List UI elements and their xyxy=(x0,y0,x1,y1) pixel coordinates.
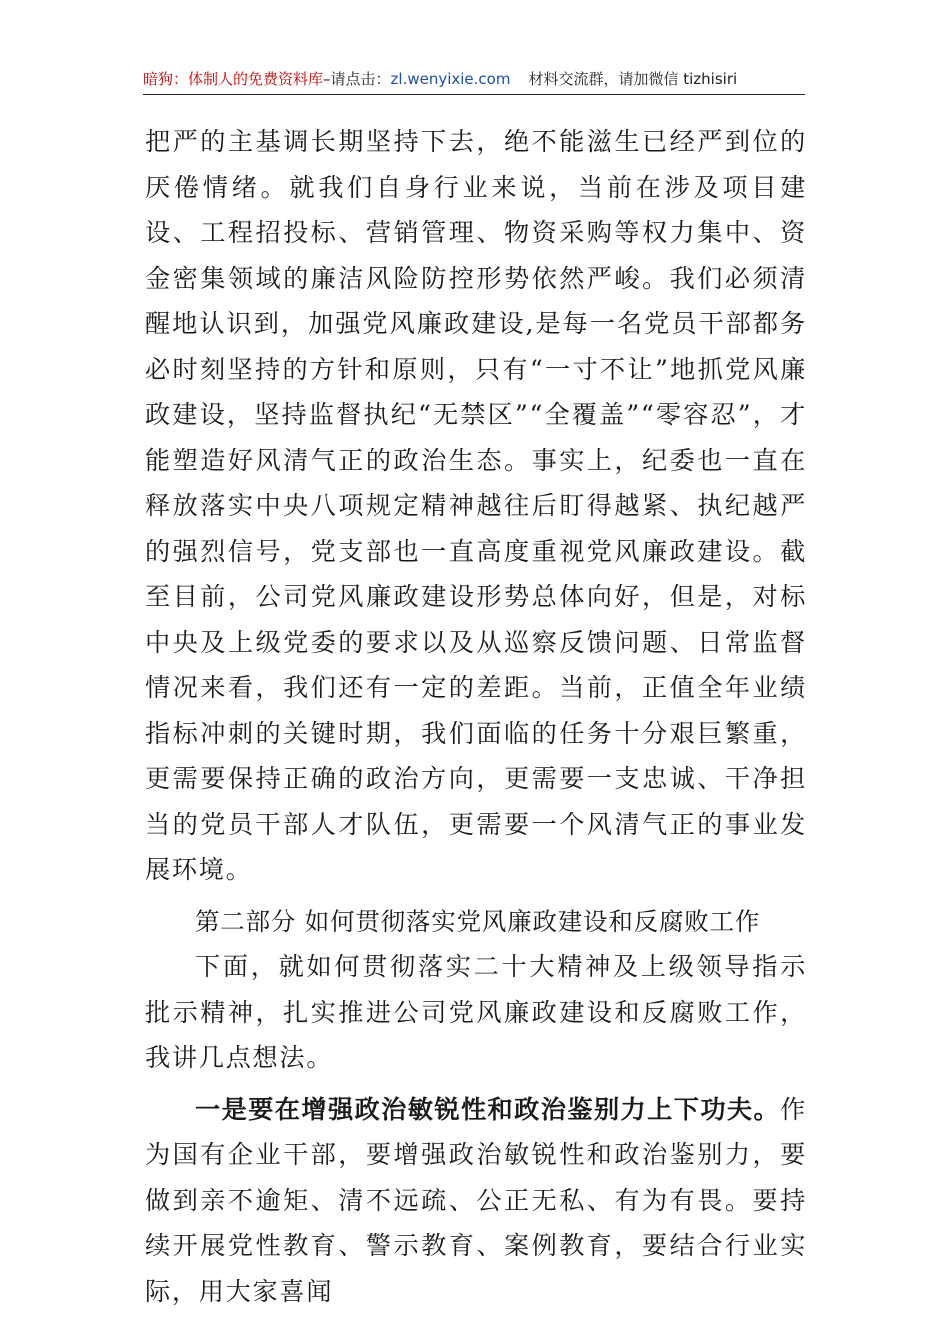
section-title: 第二部分 如何贯彻落实党风廉政建设和反腐败工作 xyxy=(195,906,761,936)
paragraph-point-one xyxy=(145,1087,807,1315)
point-one-text: 作为国有企业干部，要增强政治敏锐性和政治鉴别力，要做到亲不逾矩、清不远疏、公正无私、有为有畏。要持续开展党性教育、警示教育、案例教育，要结合行业实际，用大家喜闻 xyxy=(145,1094,807,1306)
paragraph-intro: 下面，就如何贯彻落实二十大精神及上级领导指示批示精神，扎实推进公司党风廉政建设和反腐败工作，我讲几点想法。 xyxy=(145,952,807,1072)
header-url-link[interactable]: zl.wenyixie.com xyxy=(390,70,511,88)
header-brand: 暗狗：体制人的免费资料库 xyxy=(143,70,324,88)
point-one-heading: 一是要在增强政治敏锐性和政治鉴别力上下功夫。 xyxy=(195,1094,781,1124)
page-header xyxy=(143,68,805,95)
header-click-prompt: –请点击： xyxy=(323,70,391,88)
paragraph-continued: 把严的主基调长期坚持下去，绝不能滋生已经严到位的厌倦情绪。就我们自身行业来说，当前在涉及项目建设、工程招投标、营销管理、物资采购等权力集中、资金密集领域的廉洁风险防控形势依然严峻。我们必须清醒地认识到，加强党风廉政建设,是每一名党员干部都务必时刻坚持的方针和原则，只有“一寸不让”地抓党风廉政建设，坚持监督执纪“无禁区”“全覆盖”“零容忍”，才能塑造好风清气正的政治生态。事实上，纪委也一直在释放落实中央八项规定精神越往后盯得越紧、执纪越严的强烈信号，党支部也一直高度重视党风廉政建设。截至目前，公司党风廉政建设形势总体向好，但是，对标中央及上级党委的要求以及从巡察反馈问题、日常监督情况来看，我们还有一定的差距。当前，正值全年业绩指标冲刺的关键时期，我们面临的任务十分艰巨繁重，更需要保持正确的政治方向，更需要一支忠诚、干净担当的党员干部人才队伍，更需要一个风清气正的事业发展环境。 xyxy=(145,127,807,884)
document-body xyxy=(145,119,807,1314)
header-wechat-note: 材料交流群，请加微信 tizhisiri xyxy=(528,70,738,88)
